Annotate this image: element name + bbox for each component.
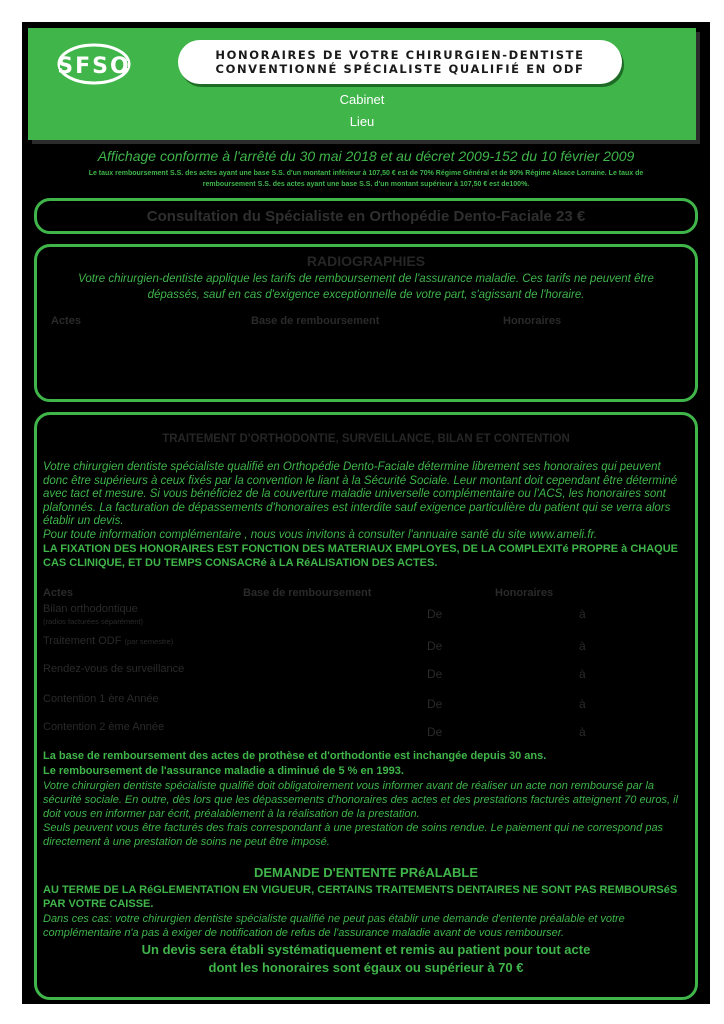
- act-name: Contention 1 ère Année: [43, 693, 159, 705]
- act-from: De: [427, 607, 443, 621]
- act-row: [43, 693, 683, 721]
- base-line-1: La base de remboursement des actes de prothèse et d'orthodontie est inchangée depuis 30 ans.: [43, 750, 547, 762]
- act-to: à: [579, 607, 586, 621]
- cabinet-label: Cabinet: [339, 92, 385, 107]
- fixation-notice: LA FIXATION DES HONORAIRES EST FONCTION DES MATERIAUX EMPLOYES, DE LA COMPLEXITé PROPRE à CHAQUE CAS CLINIQUE, ET DU TEMPS CONSACRé à LA RéALISATION DES ACTES.: [43, 543, 678, 569]
- devis-line-2: dont les honoraires sont égaux ou supérieur à 70 €: [208, 960, 524, 975]
- act-from: De: [427, 697, 443, 711]
- title-line-2: CONVENTIONNÉ SPÉCIALISTE QUALIFIÉ EN ODF: [215, 62, 585, 76]
- act-to: à: [579, 639, 586, 653]
- act-from: De: [427, 725, 443, 739]
- act-from: De: [427, 639, 443, 653]
- radiographies-description: Votre chirurgien-dentiste applique les tarifs de remboursement de l'assurance maladie. Ces tarifs ne peuvent être dépassés, sauf en cas d'exigence exceptionnelle de votre part, s'agissant de l'horaire.: [78, 273, 654, 301]
- column-header-actes: Actes: [51, 315, 81, 327]
- decree-notice: Affichage conforme à l'arrêté du 30 mai 2018 et au décret 2009-152 du 10 février 2009: [97, 148, 635, 164]
- act-name: Contention 2 ème Année: [43, 721, 165, 733]
- devis-notice: [37, 941, 695, 977]
- base-line-2: Le remboursement de l'assurance maladie a diminué de 5 % en 1993.: [43, 765, 404, 777]
- orthodontie-panel: [34, 412, 698, 1000]
- reimbursement-rate-note: Le taux remboursement S.S. des actes ayant une base S.S. d'un montant inférieur à 107,50 € est de 70% Régime Général et de 90% Régime Alsace Lorraine. Le taux de remboursement S.S. des actes ayant une base S.S. d'un montant supérieur à 107,50 € est de100%.: [88, 170, 644, 188]
- info-paragraph-1: Votre chirurgien dentiste spécialiste qualifié doit obligatoirement vous informer avant de réaliser un acte non remboursé par la sécurité sociale. En outre, dès lors que les dépassements d'honoraires des actes et des prestations facturés atteignent 70 euros, il doit vous en informer par écrit, préalablement à la réalisation de la prestation.: [43, 780, 678, 820]
- column-header-actes: Actes: [43, 587, 73, 599]
- act-row: [43, 663, 683, 691]
- act-name: Traitement ODF: [43, 635, 122, 647]
- column-header-base: Base de remboursement: [243, 587, 372, 599]
- consultation-box: [34, 198, 698, 234]
- fee-display-sheet: [22, 22, 710, 1004]
- svg-text:SFSO: SFSO: [57, 54, 131, 79]
- act-to: à: [579, 667, 586, 681]
- entente-description: Dans ces cas: votre chirurgien dentiste spécialiste qualifié ne peut pas établir une demande d'entente préalable et votre complémentaire n'a pas à exiger de notification de refus de l'assurance maladie avant de vous rembourser.: [43, 913, 625, 939]
- info-paragraph-2: Seuls peuvent vous être facturés des frais correspondant à une prestation de soins rendue. Le paiement qui ne correspond pas directement à une prestation de soins ne peut être imposé.: [43, 822, 664, 848]
- act-to: à: [579, 697, 586, 711]
- sfso-logo: [56, 42, 132, 86]
- act-to: à: [579, 725, 586, 739]
- column-header-honoraires: Honoraires: [503, 315, 562, 327]
- act-row: [43, 635, 683, 663]
- act-name: Rendez-vous de surveillance: [43, 663, 185, 675]
- header-banner: [28, 28, 696, 140]
- act-name-wrap: [43, 635, 173, 647]
- orthodontie-desc-text: Votre chirurgien dentiste spécialiste qualifié en Orthopédie Dento-Faciale détermine librement ses honoraires qui peuvent donc être supérieurs à ceux fixés par la convention le liant à la Sécurité Sociale. Leur montant doit cependant être déterminé avec tact et mesure. Si vous bénéficiez de la couverture maladie universelle complémentaire ou l'ACS, les honoraires sont plafonnés. La facturation de dépassements d'honoraires est interdite sauf exigence particulière du patient qui se verra alors établir un devis.: [43, 461, 678, 527]
- act-from: De: [427, 667, 443, 681]
- reimbursement-base-note: [43, 749, 687, 779]
- orthodontie-ameli-text: Pour toute information complémentaire , nous vous invitons à consulter l'annuaire santé du site www.ameli.fr.: [43, 528, 598, 541]
- title-line-1: HONORAIRES DE VOTRE CHIRURGIEN-DENTISTE: [215, 48, 585, 62]
- column-header-base: Base de remboursement: [251, 315, 380, 327]
- radiographies-panel: [34, 244, 698, 402]
- entente-regulation-notice: AU TERME DE LA RéGLEMENTATION EN VIGUEUR, CERTAINS TRAITEMENTS DENTAIRES NE SONT PAS REMBOURSéS PAR VOTRE CAISSE.: [43, 884, 678, 910]
- column-header-honoraires: Honoraires: [495, 587, 554, 599]
- information-obligation-text: [43, 779, 687, 849]
- lieu-label: Lieu: [349, 114, 375, 129]
- title-banner: [178, 40, 622, 84]
- entente-prealable-title: DEMANDE D'ENTENTE PRéALABLE: [253, 865, 479, 880]
- orthodontie-description: [43, 461, 683, 542]
- radiographies-title: RADIOGRAPHIES: [306, 253, 426, 269]
- act-row: [43, 721, 683, 749]
- consultation-price: Consultation du Spécialiste en Orthopédie Dento-Faciale 23 €: [146, 207, 586, 225]
- act-note: (radios facturées séparément): [43, 617, 144, 626]
- devis-line-1: Un devis sera établi systématiquement et remis au patient pour tout acte: [141, 942, 591, 957]
- act-name: Bilan orthodontique: [43, 603, 138, 615]
- act-row: [43, 603, 683, 631]
- orthodontie-title: TRAITEMENT D'ORTHODONTIE, SURVEILLANCE, BILAN ET CONTENTION: [162, 433, 570, 445]
- act-sub: (par semestre): [124, 637, 174, 646]
